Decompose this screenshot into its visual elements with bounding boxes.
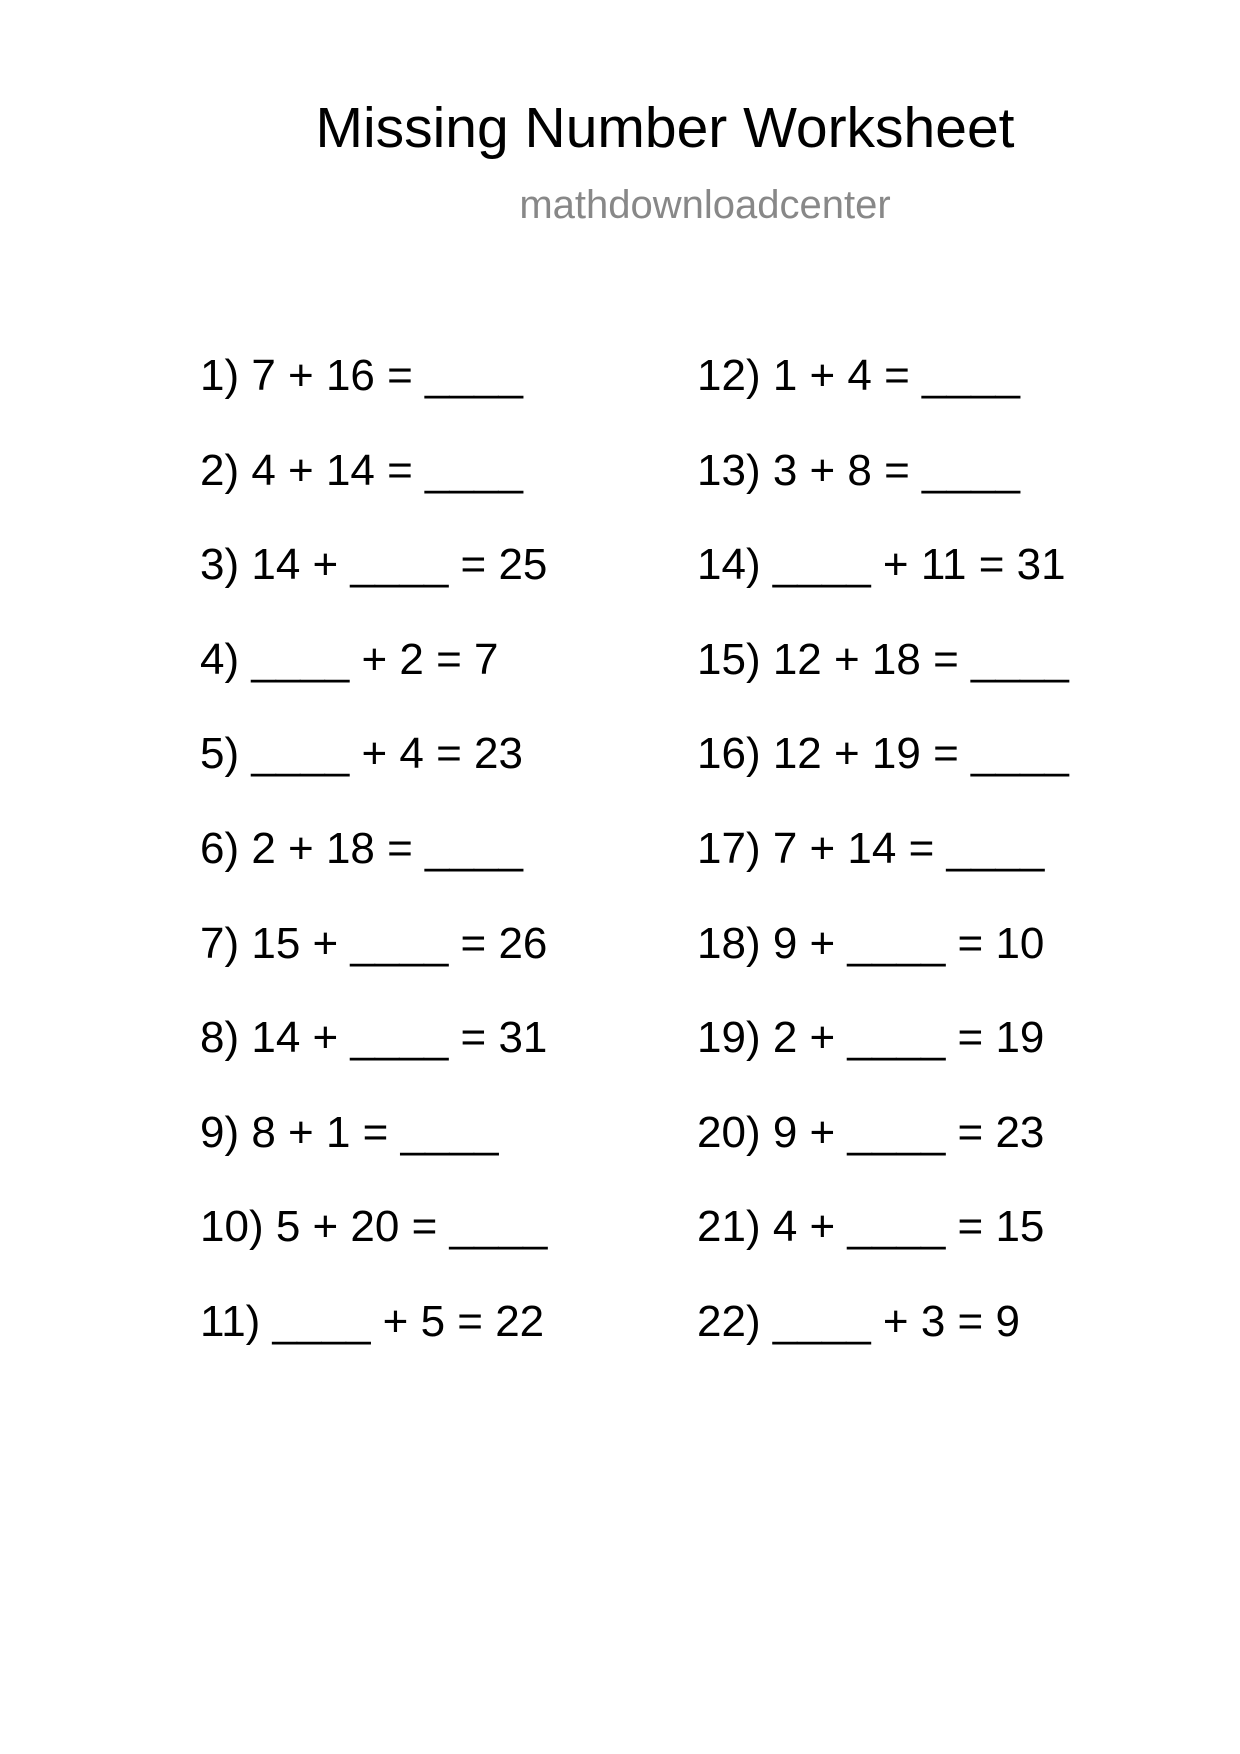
problem-2: 2) 4 + 14 = ____: [200, 445, 523, 495]
problem-1: 1) 7 + 16 = ____: [200, 351, 523, 400]
problem-11: 11) ____ + 5 = 22: [200, 1296, 545, 1346]
problem-16: 16) 12 + 19 = ____: [697, 729, 1069, 779]
problem-20: 20) 9 + ____ = 23: [697, 1107, 1045, 1157]
problem-7: 7) 15 + ____ = 26: [200, 918, 548, 968]
problems-column-left: [200, 348, 547, 1389]
problem-15: 15) 12 + 18 = ____: [697, 634, 1069, 684]
problem-12: 12) 1 + 4 = ____: [697, 351, 1020, 400]
problem-6: 6) 2 + 18 = ____: [200, 823, 523, 873]
problem-5: 5) ____ + 4 = 23: [200, 729, 523, 779]
problems-column-right: [697, 348, 1069, 1389]
problem-19: 19) 2 + ____ = 19: [697, 1013, 1045, 1063]
problem-14: 14) ____ + 11 = 31: [697, 540, 1066, 590]
problem-4: 4) ____ + 2 = 7: [200, 634, 499, 684]
problem-22: 22) ____ + 3 = 9: [697, 1296, 1020, 1346]
page-title: Missing Number Worksheet: [315, 96, 1015, 160]
problem-13: 13) 3 + 8 = ____: [697, 445, 1020, 495]
problem-10: 10) 5 + 20 = ____: [200, 1202, 548, 1252]
problem-17: 17) 7 + 14 = ____: [697, 823, 1045, 873]
page-subtitle: mathdownloadcenter: [519, 183, 891, 227]
problem-18: 18) 9 + ____ = 10: [697, 918, 1045, 968]
problem-8: 8) 14 + ____ = 31: [200, 1013, 548, 1063]
problem-9: 9) 8 + 1 = ____: [200, 1107, 499, 1157]
problem-21: 21) 4 + ____ = 15: [697, 1202, 1045, 1252]
problem-3: 3) 14 + ____ = 25: [200, 540, 548, 590]
